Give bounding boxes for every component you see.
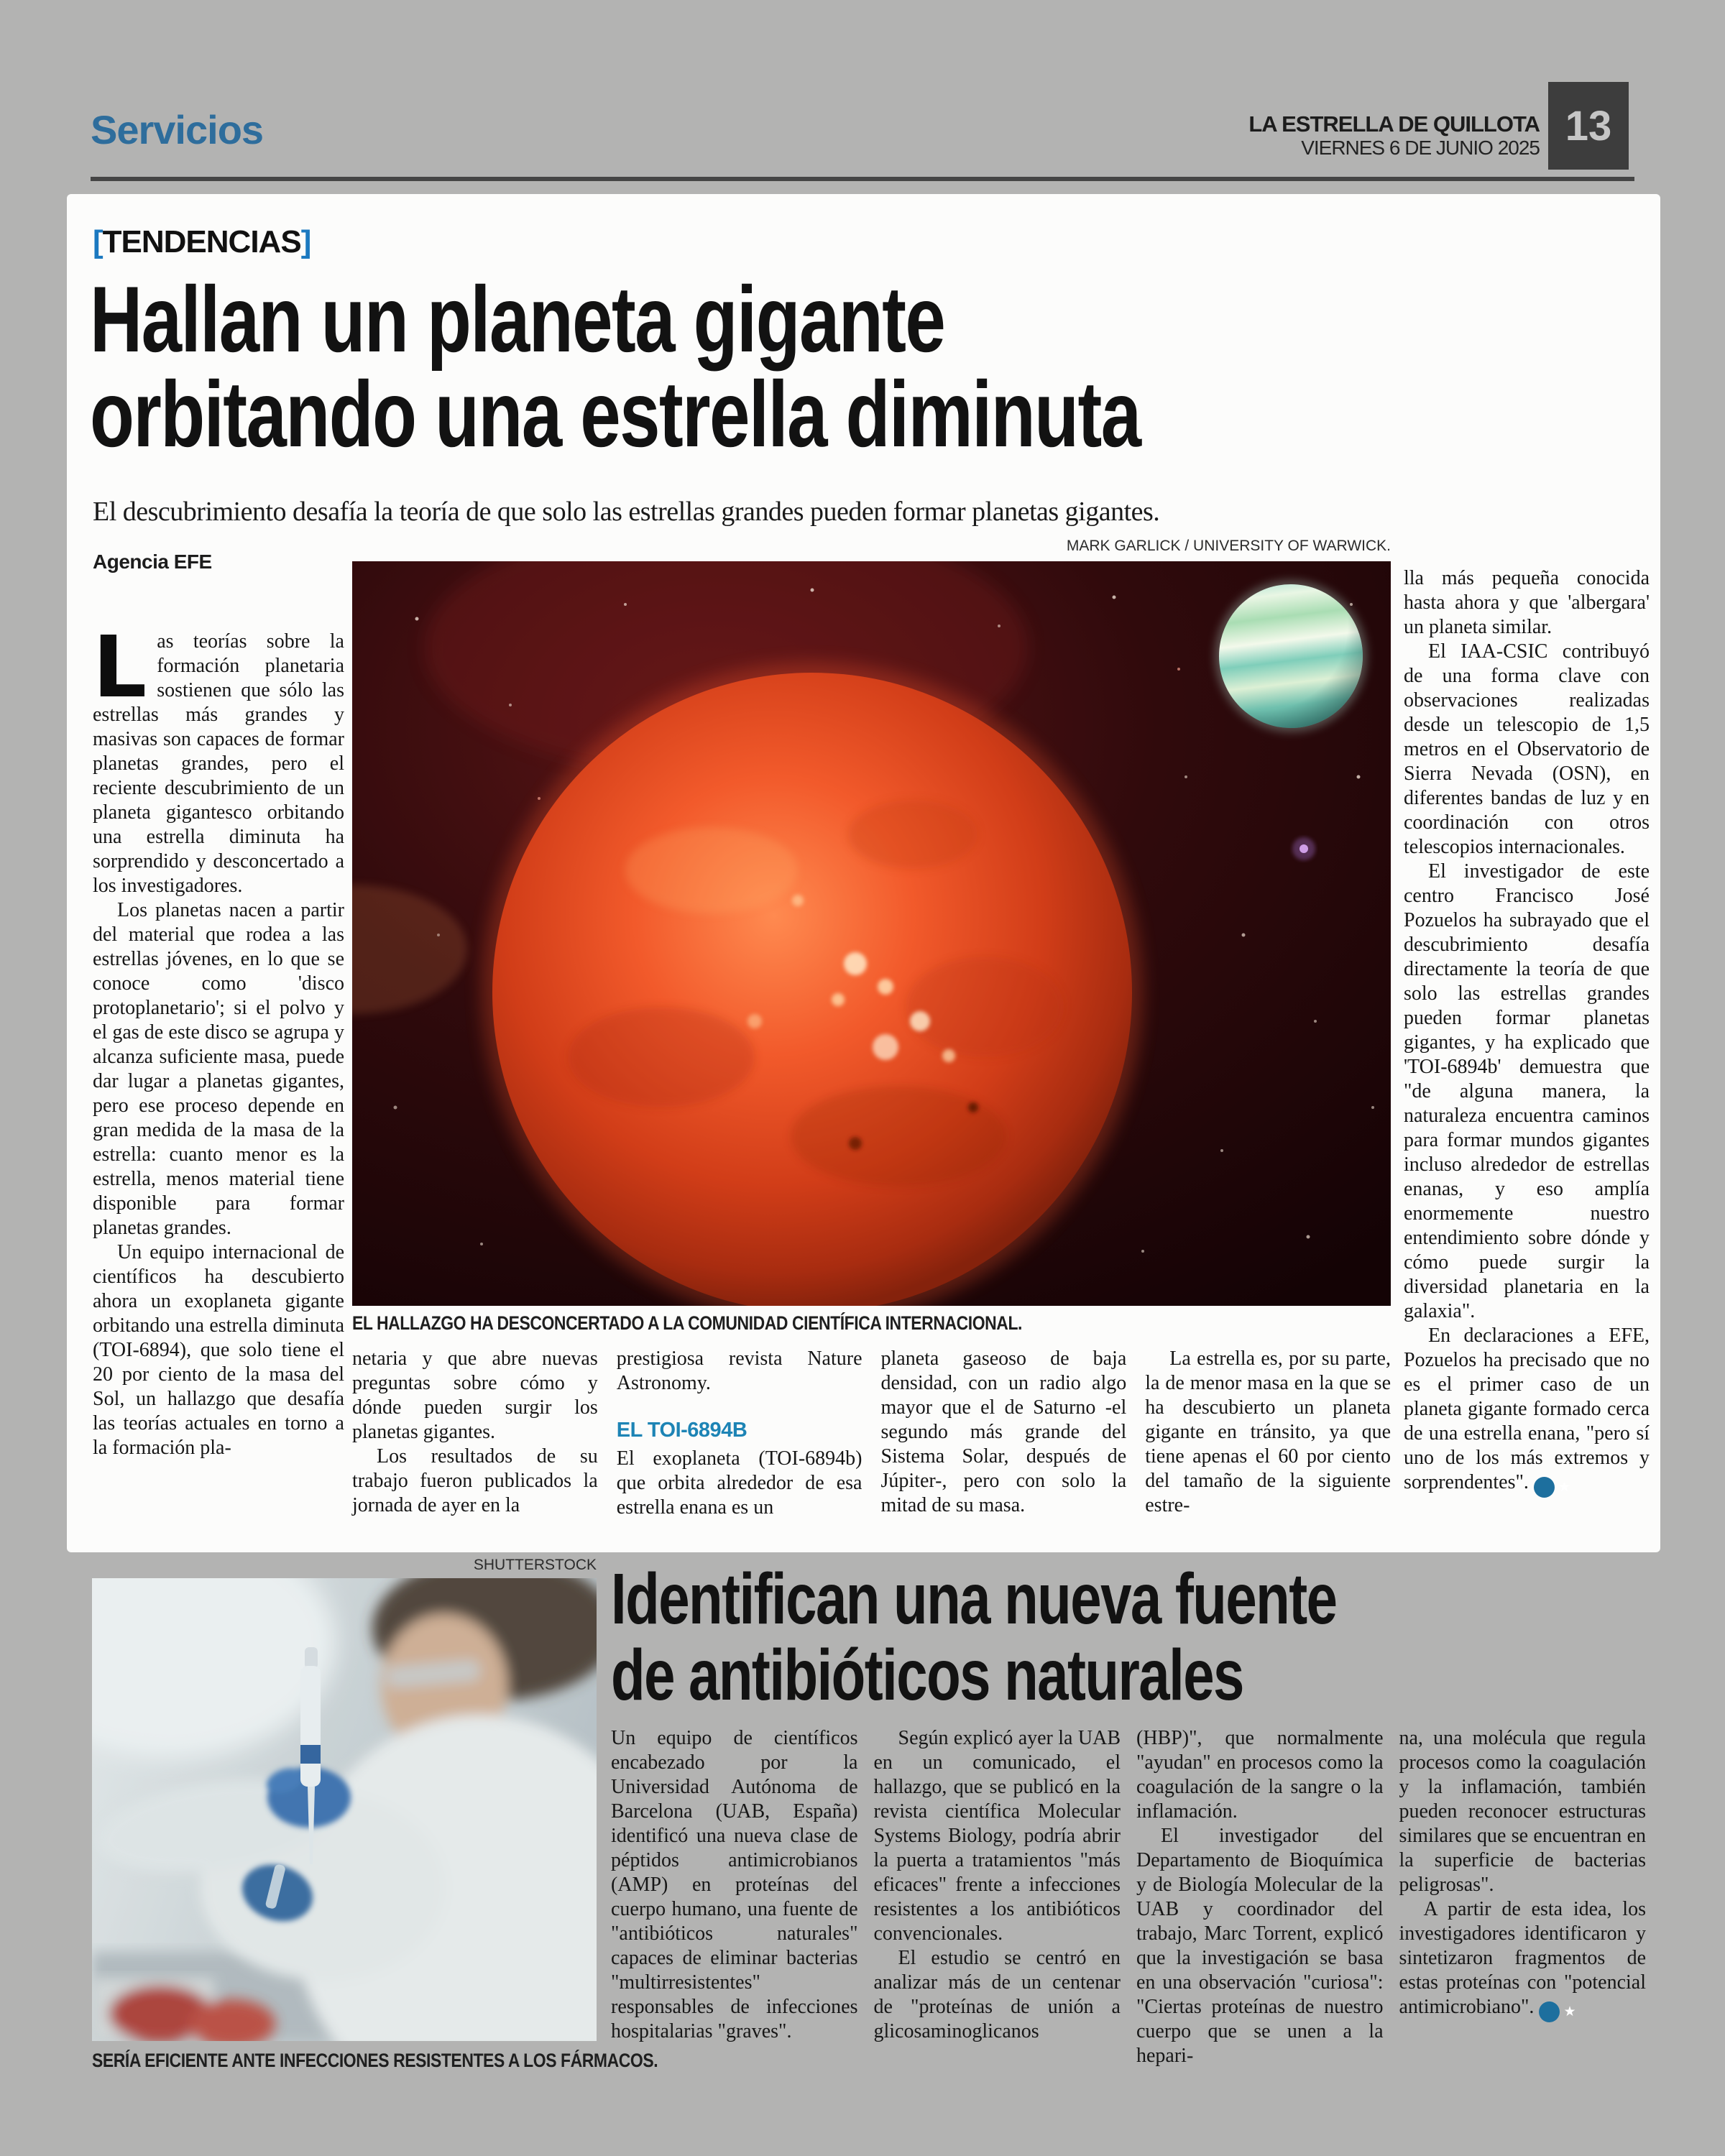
paragraph: Los planetas nacen a partir del material que rodea a las estrellas jóvenes, en lo que se conoce como 'disco protoplanetario'; si el polvo y el gas de este disco se agrupa y alcanza suficiente masa, puede dar lugar a planetas gigantes, pero ese proceso depende en gran medida de la masa de la estrella: cuanto menor es la estrella, menos material tiene disponible para formar planetas grandes.	[93, 899, 344, 1239]
article1-container	[67, 194, 1660, 1552]
masthead-date: VIERNES 6 DE JUNIO 2025	[1301, 137, 1540, 159]
paragraph: El exoplaneta (TOI-6894b) que orbita alrededor de esa estrella enana es un	[616, 1447, 862, 1519]
paragraph-text: En declaraciones a EFE, Pozuelos ha precisado que no es el primer caso de un planeta gigante formado cerca de una estrella enana, "pero sí uno de los más extremos y sorprendentes".	[1404, 1325, 1650, 1493]
drop-cap: L	[93, 617, 147, 717]
paragraph: El estudio se centró en analizar más de un centenar de "proteínas de unión a glicosaminoglicanos	[873, 1947, 1121, 2042]
purple-star	[1300, 844, 1308, 853]
article1-headline-line2: orbitando una estrella diminuta	[90, 361, 1141, 466]
article2-photo-caption: SERÍA EFICIENTE ANTE INFECCIONES RESISTENTES A LOS FÁRMACOS.	[92, 2050, 658, 2071]
column-2	[617, 1347, 862, 1520]
lab-illustration	[92, 1578, 597, 2041]
article1-photo-caption: EL HALLAZGO HA DESCONCERTADO A LA COMUNIDAD CIENTÍFICA INTERNACIONAL.	[352, 1312, 1022, 1334]
column-3	[881, 1347, 1127, 1520]
paragraph: planeta gaseoso de baja densidad, con un radio algo mayor que el de Saturno -el segundo más grande del Sistema Solar, después de Júpiter-, pero con solo la mitad de su masa.	[880, 1348, 1127, 1516]
article2-headline-line2: de antibióticos naturales	[611, 1635, 1243, 1715]
page-number: 13	[1565, 102, 1612, 149]
section-title: Servicios	[91, 107, 264, 152]
paragraph: La estrella es, por su parte, la de menor masa en la que se ha descubierto un planeta gigante en tránsito, ya que tiene apenas el 60 por ciento del tamaño de la siguiente estre-	[1145, 1348, 1391, 1516]
column-4	[1399, 1726, 1647, 2068]
article1-byline: Agencia EFE	[93, 550, 212, 573]
article2-headline-line1: Identifican una nueva fuente	[611, 1559, 1337, 1639]
article1-headline-line1: Hallan un planeta gigante	[90, 267, 945, 372]
paragraph: Los resultados de su trabajo fueron publicados la jornada de ayer en la	[352, 1445, 598, 1516]
article2-headline	[611, 1561, 1541, 1713]
paragraph	[1399, 1897, 1647, 2022]
paragraph	[93, 617, 344, 898]
column-4	[1145, 1347, 1391, 1520]
kicker-close-bracket: ]	[300, 224, 311, 259]
masthead	[1248, 112, 1540, 160]
column-3	[1136, 1726, 1384, 2068]
article2-photo	[92, 1578, 597, 2041]
paragraph-text: as teorías sobre la formación planetaria sostienen que sólo las estrellas más grandes y masivas son capaces de formar planetas grandes, pero el reciente descubrimiento de un planeta gigantesco orbitando una estrella diminuta ha sorprendido y desconcertado a los investigadores.	[93, 630, 344, 897]
paragraph: Un equipo de científicos encabezado por la Universidad Autónoma de Barcelona (UAB, España) identificó una nueva clase de péptidos antimicrobianos (AMP) en proteínas del cuerpo humano, una fuente de "antibióticos naturales" capaces de eliminar bacterias "multirresistentes" responsables de infecciones hospitalarias "graves".	[611, 1727, 858, 2042]
article1-left-column	[93, 617, 344, 1460]
column-1	[611, 1726, 858, 2068]
article1-right-column	[1404, 566, 1650, 1498]
article1-photo	[352, 561, 1391, 1306]
paragraph: netaria y que abre nuevas preguntas sobre cómo y dónde pueden surgir los planetas gigantes.	[352, 1348, 598, 1443]
space-illustration	[352, 561, 1391, 1306]
paragraph: Según explicó ayer la UAB en un comunicado, el hallazgo, que se publicó en la revista científica Molecular Systems Biology, podría abrir la puerta a tratamientos "más eficaces" frente a infecciones resistentes a los antibióticos convencionales.	[873, 1727, 1121, 1945]
paragraph: Un equipo internacional de científicos ha descubierto ahora un exoplaneta gigante orbitando una estrella diminuta (TOI-6894), que solo tiene el 20 por ciento de la masa del Sol, un hallazgo que desafía las teorías actuales en torno a la formación pla-	[93, 1241, 344, 1459]
masthead-name: LA ESTRELLA DE QUILLOTA	[1248, 111, 1540, 137]
paragraph: lla más pequeña conocida hasta ahora y que 'albergara' un planeta similar.	[1404, 567, 1650, 638]
kicker-label: TENDENCIAS	[102, 224, 301, 259]
article1-headline	[90, 267, 1437, 466]
paragraph	[1404, 1324, 1650, 1498]
article1-photo-credit: MARK GARLICK / UNIVERSITY OF WARWICK.	[1066, 538, 1391, 554]
paragraph-text: A partir de esta idea, los investigadores identificaron y sintetizaron fragmentos de estas proteínas con "potencial antimicrobiano".	[1399, 1898, 1646, 2018]
paragraph: prestigiosa revista Nature Astronomy.	[616, 1348, 862, 1394]
cool-tint-overlay	[92, 1578, 597, 2041]
paragraph: El investigador del Departamento de Bioquímica y de Biología Molecular de la UAB y coordinador del trabajo, Marc Torrent, explicó que la investigación se basa en una observación "curiosa": "Ciertas proteínas de nuestro cuerpo que se unen a la hepari-	[1136, 1825, 1384, 2067]
page-number-box	[1548, 82, 1629, 170]
column-1	[352, 1347, 598, 1520]
paragraph: El IAA-CSIC contribuyó de una forma clave con observaciones realizadas desde un telescopio de 1,5 metros en el Observatorio de Sierra Nevada (OSN), en diferentes bandas de luz y en coordinación con otros telescopios internacionales.	[1404, 640, 1650, 858]
header-rule	[91, 177, 1634, 181]
article-end-star-icon: ★	[1539, 2001, 1560, 2022]
paragraph: (HBP)", que normalmente "ayudan" en procesos como la coagulación de la sangre o la inflamación.	[1136, 1727, 1384, 1823]
kicker-open-bracket: [	[93, 224, 103, 259]
article1-sub-heading: EL TOI-6894B	[616, 1419, 748, 1442]
paragraph: na, una molécula que regula procesos como la coagulación y la inflamación, también pueden reconocer estructuras similares que se encuentran en la superficie de bacterias peligrosas".	[1399, 1727, 1646, 1896]
paragraph: El investigador de este centro Francisco José Pozuelos ha subrayado que el descubrimiento desafía directamente la teoría de que solo las estrellas grandes pueden formar planetas gigantes, y ha explicado que 'TOI-6894b' demuestra que "de alguna manera, la naturaleza encuentra caminos para formar mundos gigantes incluso alrededor de estrellas enanas, y eso amplía enormemente nuestro entendimiento sobre dónde y cómo puede surgir la diversidad planetaria en la galaxia".	[1404, 860, 1650, 1322]
article1-subhead: El descubrimiento desafía la teoría de que solo las estrellas grandes pueden formar planetas gigantes.	[93, 497, 1160, 527]
article2-columns	[611, 1726, 1646, 2068]
article1-kicker	[93, 224, 310, 260]
article1-bottom-columns	[352, 1347, 1391, 1520]
article2-photo-credit: SHUTTERSTOCK	[473, 1557, 597, 1573]
article-end-star-icon: ★	[1534, 1477, 1555, 1498]
column-2	[874, 1726, 1121, 2068]
